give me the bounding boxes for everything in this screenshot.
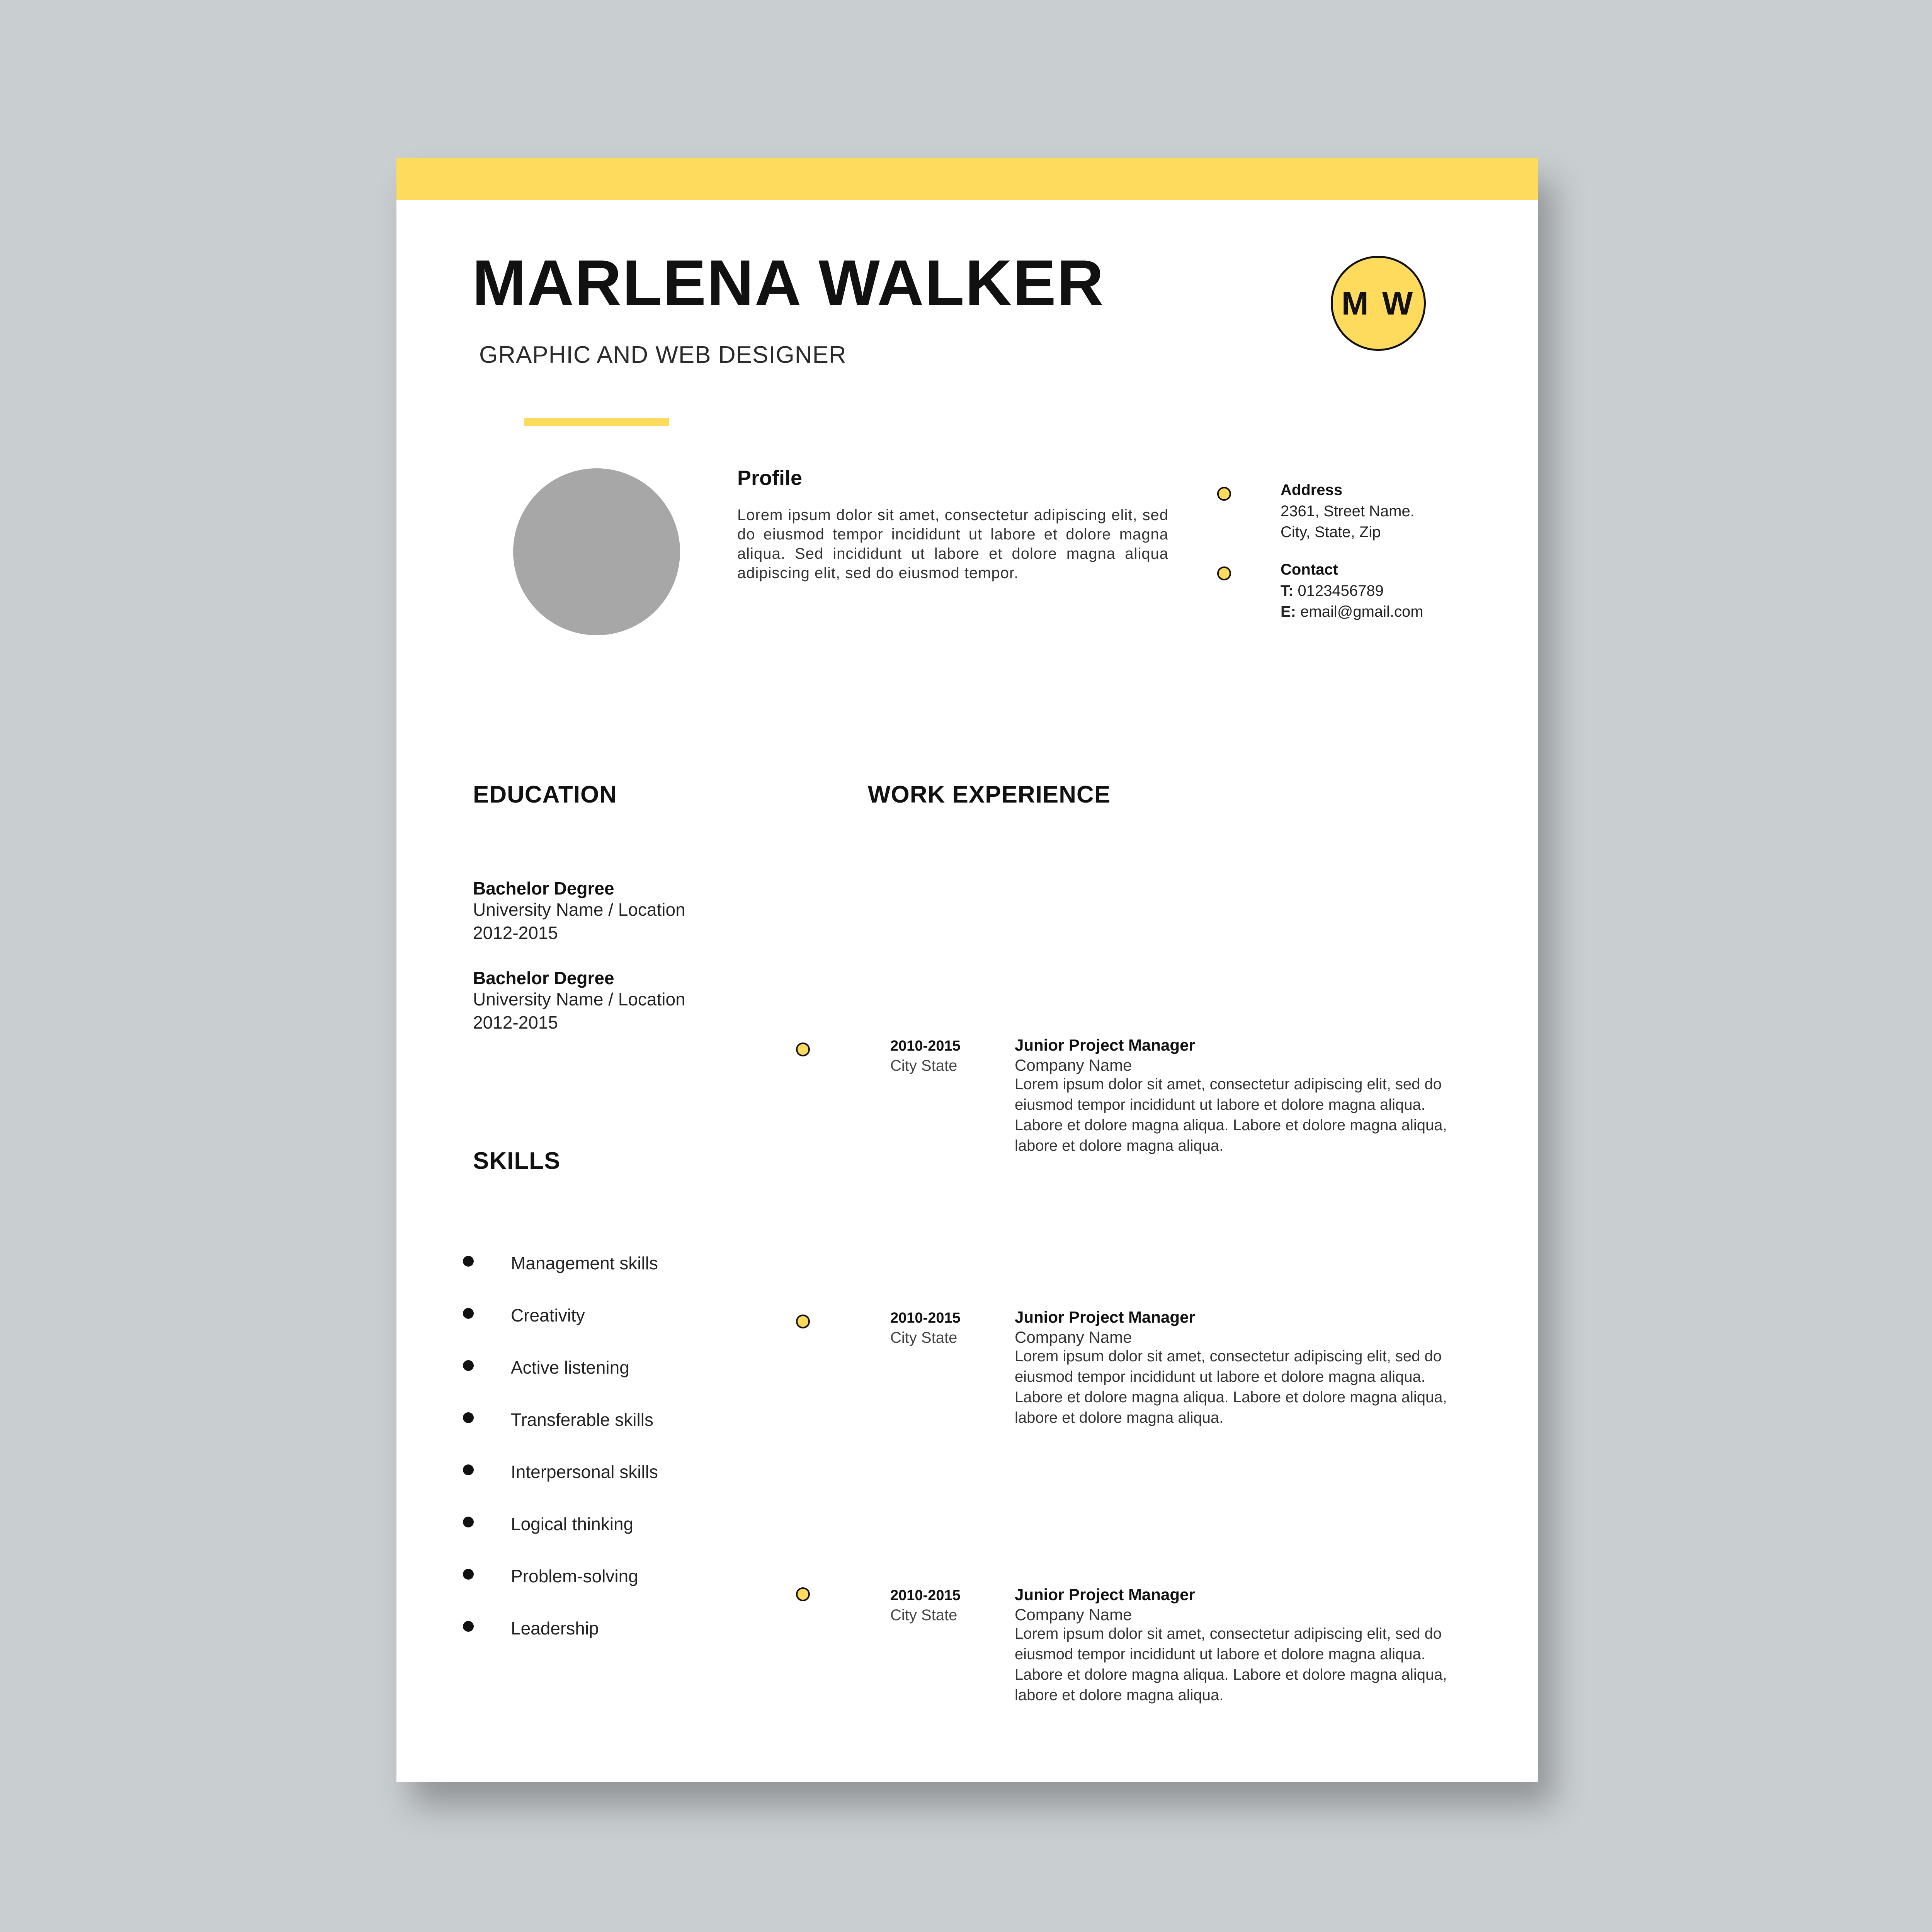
timeline-bullet-icon (796, 1587, 810, 1601)
phone-label: T: (1281, 582, 1294, 599)
skill-bullet-icon (463, 1256, 474, 1267)
address-line: 2361, Street Name. (1281, 503, 1415, 520)
skill-item: Transferable skills (511, 1410, 653, 1430)
education-school: University Name / Location (473, 900, 685, 920)
education-degree: Bachelor Degree (473, 968, 614, 988)
skill-item: Active listening (511, 1357, 629, 1378)
job-years: 2010-2015 (890, 1587, 961, 1604)
education-years: 2012-2015 (473, 1012, 558, 1032)
job-years: 2010-2015 (890, 1310, 961, 1326)
skill-bullet-icon (463, 1621, 474, 1632)
skill-item: Interpersonal skills (511, 1462, 658, 1482)
job-description: Lorem ipsum dolor sit amet, consectetur adipiscing elit, sed do eiusmod tempor incididunt ut labore et dolore magna aliqua. Labore et dolore magna aliqua. Labore et dolore magna aliqua, labore et dolore magna aliqua. (1015, 1076, 1447, 1154)
profile-photo-placeholder (513, 468, 680, 635)
job-company: Company Name (1015, 1056, 1132, 1074)
education-degree: Bachelor Degree (473, 878, 614, 898)
resume-content (396, 158, 1538, 1782)
candidate-name: MARLENA WALKER (472, 247, 1105, 319)
skill-bullet-icon (463, 1464, 474, 1475)
skill-item: Leadership (511, 1618, 599, 1638)
email-line (1281, 601, 1423, 622)
job-description: Lorem ipsum dolor sit amet, consectetur adipiscing elit, sed do eiusmod tempor incididunt ut labore et dolore magna aliqua. Labore et dolore magna aliqua. Labore et dolore magna aliqua, labore et dolore magna aliqua. (1015, 1625, 1447, 1704)
job-company: Company Name (1015, 1605, 1132, 1624)
skill-bullet-icon (463, 1360, 474, 1371)
email-address: email@gmail.com (1300, 603, 1423, 620)
work-experience-heading: WORK EXPERIENCE (868, 781, 1111, 808)
education-years: 2012-2015 (473, 923, 558, 943)
skill-item: Logical thinking (511, 1514, 634, 1534)
top-accent-bar (396, 158, 1538, 200)
skill-item: Management skills (511, 1253, 658, 1273)
skill-item: Problem-solving (511, 1566, 638, 1586)
resume-page (396, 158, 1538, 1782)
job-company: Company Name (1015, 1328, 1132, 1346)
job-location: City State (890, 1329, 957, 1346)
skill-item: Creativity (511, 1305, 585, 1325)
job-title: Junior Project Manager (1015, 1585, 1195, 1604)
education-school: University Name / Location (473, 989, 685, 1009)
phone-number: 0123456789 (1298, 582, 1384, 599)
contact-heading: Contact (1281, 561, 1338, 578)
job-location: City State (890, 1057, 957, 1074)
phone-line (1281, 580, 1384, 601)
skill-bullet-icon (463, 1569, 474, 1580)
profile-text: Lorem ipsum dolor sit amet, consectetur adipiscing elit, sed do eiusmod tempor incididunt ut labore et dolore magna aliqua. Sed incididunt ut labore et dolore magna aliqua adipiscing elit, sed do eiusmod tempor. (737, 507, 1168, 582)
address-bullet-icon (1217, 487, 1231, 501)
job-title: Junior Project Manager (1015, 1036, 1195, 1054)
candidate-title: GRAPHIC AND WEB DESIGNER (479, 342, 847, 368)
email-label: E: (1281, 603, 1296, 620)
education-heading: EDUCATION (473, 781, 617, 808)
address-heading: Address (1281, 481, 1343, 498)
accent-divider (524, 418, 669, 426)
monogram-badge: M W (1331, 256, 1426, 351)
job-years: 2010-2015 (890, 1038, 961, 1054)
profile-heading: Profile (737, 466, 803, 490)
contact-bullet-icon (1217, 566, 1231, 580)
timeline-bullet-icon (796, 1315, 810, 1328)
job-description: Lorem ipsum dolor sit amet, consectetur adipiscing elit, sed do eiusmod tempor incididunt ut labore et dolore magna aliqua. Labore et dolore magna aliqua. Labore et dolore magna aliqua, labore et dolore magna aliqua. (1015, 1348, 1447, 1426)
job-title: Junior Project Manager (1015, 1308, 1195, 1326)
timeline-bullet-icon (796, 1043, 810, 1056)
skills-heading: SKILLS (473, 1148, 561, 1174)
skill-bullet-icon (463, 1517, 474, 1527)
skill-bullet-icon (463, 1308, 474, 1319)
job-location: City State (890, 1607, 957, 1624)
address-line: City, State, Zip (1281, 524, 1381, 541)
skill-bullet-icon (463, 1412, 474, 1423)
